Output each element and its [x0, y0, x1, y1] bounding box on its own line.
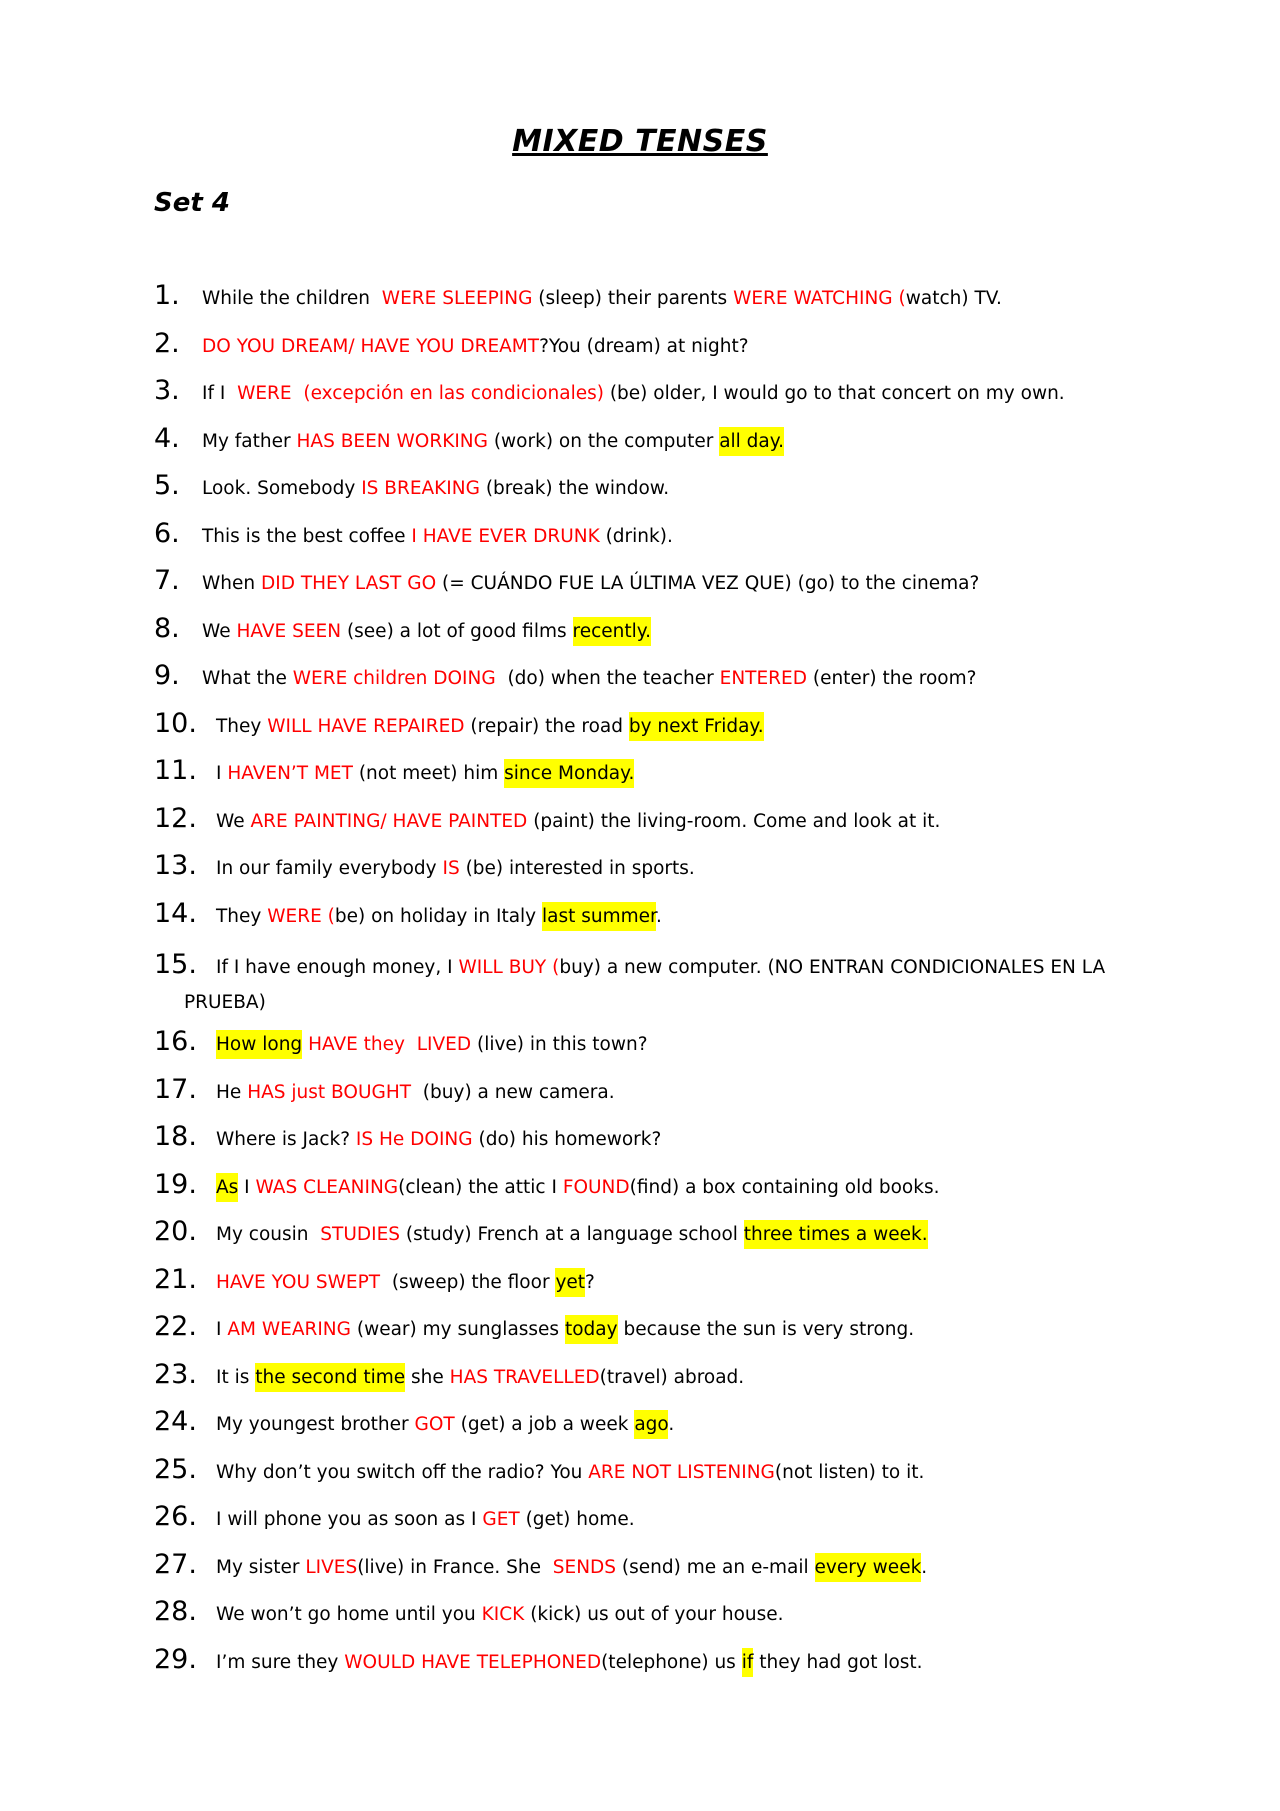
- item-number: 26.: [154, 1501, 197, 1532]
- exercise-item: [154, 1026, 1164, 1074]
- item-number: 5.: [154, 470, 180, 501]
- answer-text: HAVEN’T MET: [227, 763, 353, 784]
- item-sentence: [202, 668, 976, 689]
- highlighted-keyword: last summer: [542, 902, 656, 931]
- sentence-text: .: [668, 1414, 675, 1435]
- answer-text: WILL BUY (: [458, 957, 560, 978]
- sentence-text: (= CUÁNDO FUE LA ÚLTIMA VEZ QUE) (go) to the cinema?: [436, 573, 980, 594]
- sentence-text: watch) TV.: [905, 288, 1002, 309]
- item-sentence: [216, 1034, 648, 1055]
- highlighted-keyword: recently.: [573, 617, 651, 646]
- answer-text: SENDS: [552, 1556, 617, 1578]
- exercise-item: [154, 1311, 1164, 1359]
- answer-text: ENTERED: [719, 668, 807, 689]
- sentence-text: (buy) a new camera.: [411, 1081, 615, 1103]
- item-number: 11.: [154, 755, 197, 786]
- sentence-text: she: [405, 1366, 450, 1388]
- sentence-text: In our family everybody: [216, 858, 443, 879]
- sentence-text: When: [202, 573, 262, 594]
- item-sentence: [216, 1462, 924, 1483]
- answer-text: STUDIES: [320, 1224, 400, 1245]
- sentence-text: (wear) my sunglasses: [350, 1319, 565, 1340]
- sentence-text: .: [921, 1556, 928, 1578]
- item-sentence: [216, 1414, 674, 1435]
- sentence-text: We won’t go home until you: [216, 1604, 482, 1625]
- answer-text: WERE SLEEPING: [381, 288, 533, 309]
- sentence-text: They: [216, 715, 268, 737]
- item-sentence: [216, 1272, 595, 1293]
- exercise-item: [154, 1264, 1164, 1312]
- item-sentence: [202, 383, 1065, 404]
- exercise-item: [154, 1501, 1164, 1549]
- sentence-text: We: [202, 620, 237, 642]
- exercise-item: [154, 850, 1164, 898]
- highlighted-keyword: the second time: [255, 1363, 405, 1392]
- item-sentence: [216, 1224, 928, 1245]
- sentence-text: (do) when the teacher: [495, 668, 720, 689]
- sentence-text: (send) me an e-mail: [616, 1556, 815, 1578]
- sentence-text: My cousin: [216, 1224, 321, 1245]
- item-sentence: [202, 478, 669, 499]
- item-number: 6.: [154, 517, 180, 549]
- item-sentence: [202, 621, 651, 642]
- item-number: 27.: [154, 1548, 197, 1580]
- sentence-text: My sister: [216, 1556, 306, 1578]
- answer-text: ARE NOT LISTENING: [588, 1461, 775, 1483]
- sentence-text: (sleep) their parents: [532, 288, 734, 309]
- item-number: 17.: [154, 1073, 197, 1105]
- item-number: 24.: [154, 1406, 197, 1437]
- item-sentence: [216, 1509, 635, 1530]
- sentence-text: They: [216, 905, 268, 927]
- sentence-text: (do) his homework?: [472, 1129, 662, 1150]
- sentence-text: I will phone you as soon as I: [216, 1509, 483, 1530]
- item-sentence: [216, 906, 662, 927]
- answer-text: GET: [482, 1509, 520, 1530]
- item-sentence: [216, 858, 695, 879]
- sentence-continuation: PRUEBA): [184, 992, 266, 1013]
- item-sentence: [202, 573, 979, 594]
- item-sentence: [202, 336, 749, 357]
- exercise-item: [154, 375, 1164, 423]
- item-number: 28.: [154, 1596, 197, 1627]
- exercise-item: [154, 660, 1164, 708]
- item-number: 20.: [154, 1216, 197, 1247]
- exercise-item: [154, 755, 1164, 803]
- sentence-text: What the: [202, 668, 293, 689]
- sentence-text: (telephone) us: [601, 1651, 742, 1673]
- sentence-text: (be) interested in sports.: [459, 858, 695, 879]
- exercise-item: [154, 1074, 1164, 1122]
- sentence-text: (travel) abroad.: [599, 1366, 745, 1388]
- answer-text: HAVE YOU SWEPT: [216, 1271, 381, 1293]
- item-number: 25.: [154, 1453, 197, 1485]
- highlighted-keyword: today: [565, 1315, 618, 1344]
- exercise-item: [154, 708, 1164, 756]
- answer-text: IS BREAKING: [361, 478, 480, 499]
- item-number: 1.: [154, 280, 180, 311]
- answer-text: AM WEARING: [227, 1319, 351, 1340]
- item-number: 7.: [154, 565, 180, 596]
- item-number: 8.: [154, 612, 180, 644]
- item-sentence: [216, 716, 764, 737]
- item-number: 13.: [154, 850, 197, 881]
- sentence-text: buy) a new computer. (NO ENTRAN CONDICIONALES EN LA: [559, 957, 1106, 978]
- answer-text: FOUND: [562, 1176, 630, 1198]
- sentence-text: (work) on the computer: [487, 430, 720, 452]
- sentence-text: He: [216, 1081, 248, 1103]
- item-number: 12.: [154, 802, 197, 834]
- item-number: 18.: [154, 1121, 197, 1152]
- exercise-item: [154, 803, 1164, 851]
- highlighted-keyword: if: [742, 1648, 754, 1677]
- sentence-text: be) on holiday in Italy: [334, 905, 543, 927]
- sentence-text: (find) a box containing old books.: [629, 1176, 940, 1198]
- exercise-item: [154, 1216, 1164, 1264]
- answer-text: LIVES: [305, 1556, 358, 1578]
- sentence-text: (get) home.: [519, 1509, 635, 1530]
- sentence-text: (live) in this town?: [471, 1034, 648, 1055]
- sentence-text: I: [216, 763, 228, 784]
- item-sentence: [202, 526, 673, 547]
- item-number: 19.: [154, 1168, 197, 1200]
- exercise-list: [154, 280, 1164, 1691]
- sentence-text: I: [216, 1319, 228, 1340]
- highlighted-keyword: by next Friday.: [629, 712, 764, 741]
- exercise-item: [154, 470, 1164, 518]
- answer-text: KICK: [481, 1604, 525, 1625]
- item-sentence: [216, 1367, 744, 1388]
- exercise-item: [154, 945, 1164, 1018]
- answer-text: WERE (excepción en las condicionales): [237, 383, 604, 404]
- sentence-text: (sweep) the floor: [380, 1271, 556, 1293]
- set-label: Set 4: [154, 188, 230, 218]
- sentence-text: they had got lost.: [753, 1651, 923, 1673]
- answer-text: WILL HAVE REPAIRED: [267, 715, 465, 737]
- item-number: 9.: [154, 660, 180, 691]
- item-sentence: [216, 1129, 661, 1150]
- highlighted-keyword: since Monday.: [504, 759, 634, 788]
- answer-text: IS: [442, 858, 460, 879]
- highlighted-keyword: three times a week.: [744, 1220, 928, 1249]
- item-number: 3.: [154, 375, 180, 406]
- sentence-text: While the children: [202, 288, 382, 309]
- highlighted-keyword: all day.: [719, 427, 784, 456]
- answer-text: DO YOU DREAM/ HAVE YOU DREAMT: [202, 335, 540, 357]
- sentence-text: If I: [202, 383, 238, 404]
- exercise-item: [154, 423, 1164, 471]
- sentence-text: (get) a job a week: [454, 1414, 635, 1435]
- item-number: 23.: [154, 1358, 197, 1390]
- exercise-item: [154, 1359, 1164, 1407]
- sentence-text: ?You (dream) at night?: [539, 335, 749, 357]
- answer-text: WERE (: [267, 905, 335, 927]
- sentence-text: (see) a lot of good films: [341, 620, 573, 642]
- answer-text: WERE children DOING: [292, 668, 496, 689]
- answer-text: HAVE they LIVED: [308, 1034, 472, 1055]
- answer-text: HAS TRAVELLED: [449, 1366, 600, 1388]
- highlighted-keyword: every week: [815, 1553, 922, 1582]
- answer-text: DID THEY LAST GO: [261, 573, 437, 594]
- answer-text: WOULD HAVE TELEPHONED: [344, 1651, 602, 1673]
- sentence-text: .: [655, 905, 662, 927]
- answer-text: HAVE SEEN: [236, 620, 342, 642]
- item-sentence: [216, 948, 1105, 988]
- sentence-text: I: [238, 1176, 256, 1198]
- sentence-text: We: [216, 810, 251, 832]
- sentence-text: (not listen) to it.: [774, 1461, 925, 1483]
- exercise-item: [154, 613, 1164, 661]
- sentence-text: (be) older, I would go to that concert on my own.: [603, 383, 1065, 404]
- item-sentence: [216, 1177, 939, 1198]
- exercise-item: [154, 518, 1164, 566]
- item-number: 2.: [154, 327, 180, 359]
- exercise-item: [154, 1169, 1164, 1217]
- item-number: 16.: [154, 1026, 197, 1057]
- exercise-item: [154, 1549, 1164, 1597]
- sentence-text: My youngest brother: [216, 1414, 415, 1435]
- sentence-text: (not meet) him: [352, 763, 505, 784]
- item-sentence: [202, 431, 784, 452]
- exercise-item: [154, 565, 1164, 613]
- answer-text: WAS CLEANING: [255, 1176, 399, 1198]
- item-sentence: [202, 288, 1002, 309]
- highlighted-keyword: ago: [634, 1410, 668, 1439]
- sentence-text: because the sun is very strong.: [617, 1319, 915, 1340]
- sentence-text: If I have enough money, I: [216, 957, 459, 978]
- sentence-text: (drink).: [599, 525, 673, 547]
- exercise-item: [154, 1406, 1164, 1454]
- item-sentence: [216, 1319, 914, 1340]
- highlighted-keyword: As: [216, 1173, 238, 1202]
- item-sentence: [216, 1604, 784, 1625]
- answer-text: IS He DOING: [355, 1129, 473, 1150]
- sentence-text: Why don’t you switch off the radio? You: [216, 1461, 589, 1483]
- exercise-item: [154, 1644, 1164, 1692]
- item-sentence: [216, 1082, 615, 1103]
- item-sentence: [216, 1652, 923, 1673]
- exercise-item: [154, 1121, 1164, 1169]
- answer-text: I HAVE EVER DRUNK: [411, 525, 600, 547]
- sentence-text: (kick) us out of your house.: [524, 1604, 784, 1625]
- exercise-item: [154, 280, 1164, 328]
- sentence-text: Where is Jack?: [216, 1129, 356, 1150]
- highlighted-keyword: How long: [216, 1030, 302, 1059]
- answer-text: GOT: [414, 1414, 455, 1435]
- exercise-item: [154, 328, 1164, 376]
- answer-text: HAS BEEN WORKING: [296, 430, 488, 452]
- highlighted-keyword: yet: [555, 1268, 585, 1297]
- sentence-text: (break) the window.: [479, 478, 670, 499]
- sentence-text: This is the best coffee: [202, 525, 412, 547]
- sentence-text: I’m sure they: [216, 1651, 345, 1673]
- item-number: 29.: [154, 1643, 197, 1675]
- answer-text: HAS just BOUGHT: [247, 1081, 412, 1103]
- item-number: 15.: [154, 949, 197, 980]
- sentence-text: (study) French at a language school: [400, 1224, 744, 1245]
- sentence-text: ?: [585, 1271, 595, 1293]
- item-number: 14.: [154, 897, 197, 929]
- item-number: 4.: [154, 422, 180, 454]
- item-number: 10.: [154, 707, 197, 739]
- exercise-item: [154, 898, 1164, 946]
- sentence-text: It is: [216, 1366, 256, 1388]
- sentence-text: Look. Somebody: [202, 478, 362, 499]
- answer-text: ARE PAINTING/ HAVE PAINTED: [250, 810, 528, 832]
- exercise-item: [154, 1596, 1164, 1644]
- sentence-text: (repair) the road: [464, 715, 629, 737]
- sentence-text: (paint) the living-room. Come and look at it.: [527, 810, 941, 832]
- item-number: 22.: [154, 1311, 197, 1342]
- item-sentence: [216, 811, 940, 832]
- answer-text: WERE WATCHING (: [733, 288, 906, 309]
- item-sentence: [216, 1557, 927, 1578]
- page-title: MIXED TENSES: [512, 124, 768, 159]
- sentence-text: My father: [202, 430, 297, 452]
- sentence-text: (live) in France. She: [357, 1556, 553, 1578]
- item-number: 21.: [154, 1263, 197, 1295]
- exercise-item: [154, 1454, 1164, 1502]
- item-sentence: [216, 763, 634, 784]
- sentence-text: (clean) the attic I: [398, 1176, 563, 1198]
- sentence-text: (enter) the room?: [806, 668, 977, 689]
